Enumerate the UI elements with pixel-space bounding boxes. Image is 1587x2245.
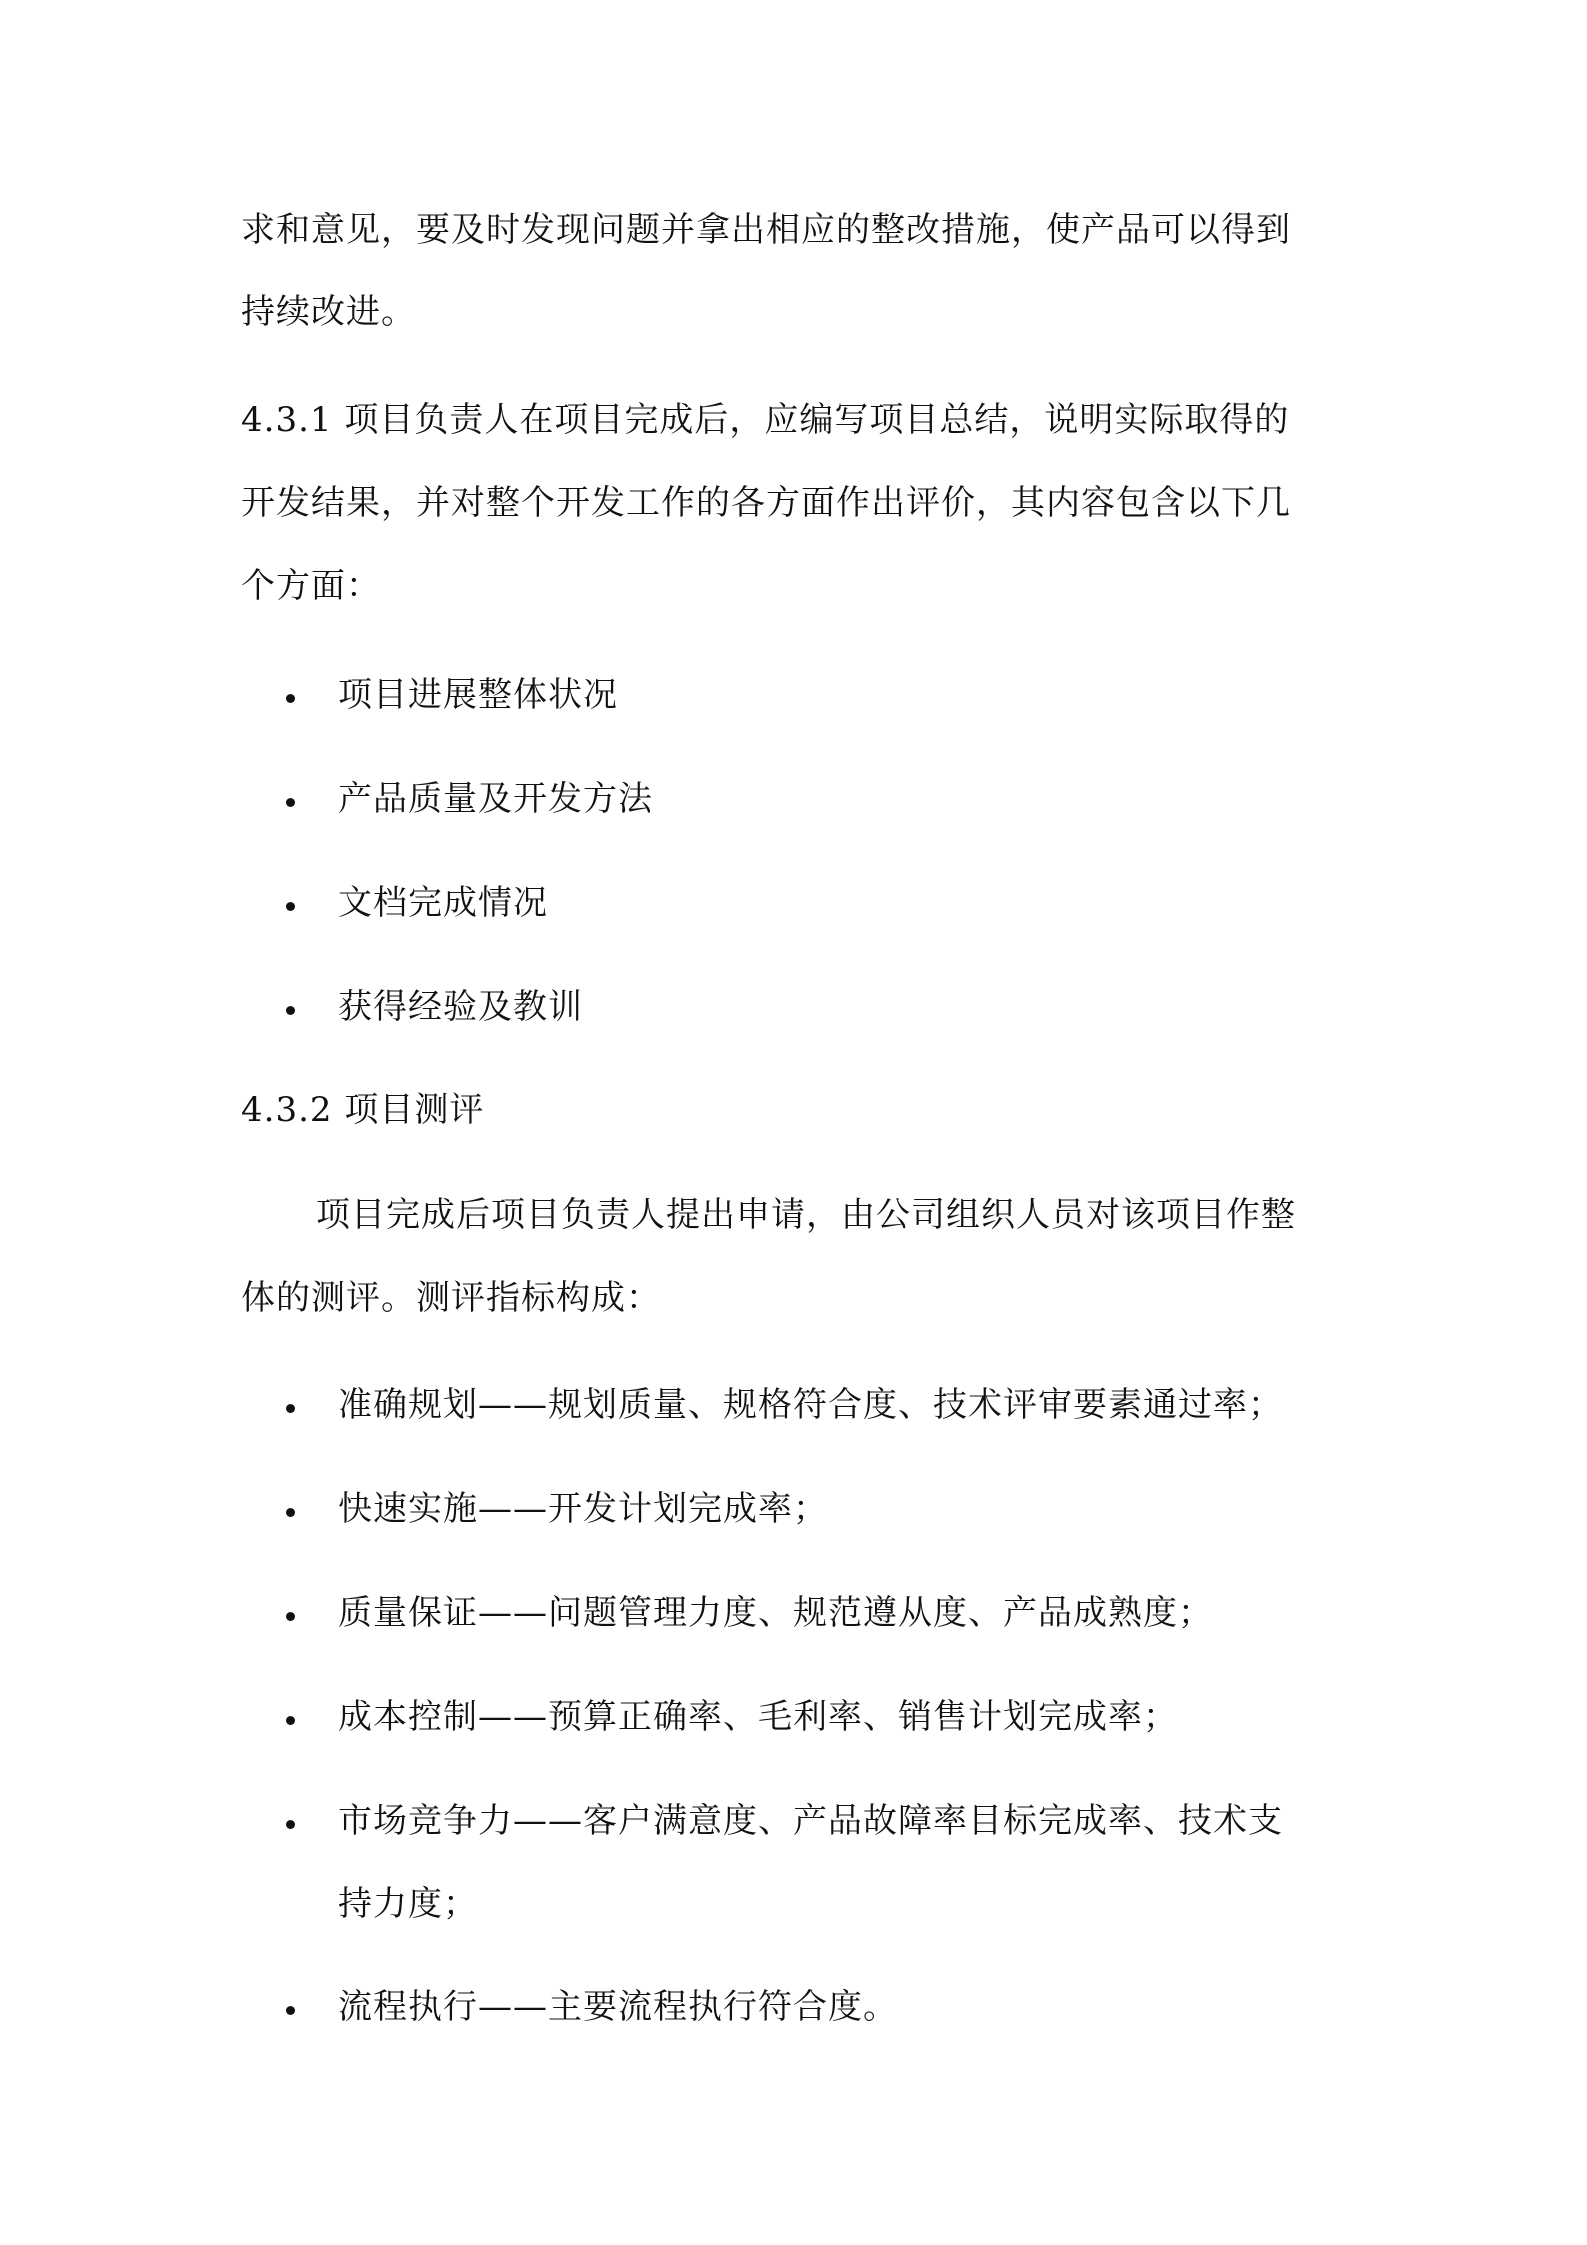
list-item: 快速实施——开发计划完成率；: [338, 1489, 828, 1529]
list-item: 流程执行——主要流程执行符合度。: [338, 1987, 898, 2027]
bullet-icon: [286, 902, 295, 911]
bullet-icon: [286, 694, 295, 703]
paragraph-line: 项目完成后项目负责人提出申请，由公司组织人员对该项目作整: [316, 1195, 1296, 1235]
list-item: 项目进展整体状况: [338, 675, 618, 715]
paragraph-line: 开发结果，并对整个开发工作的各方面作出评价，其内容包含以下几: [241, 483, 1291, 523]
list-item: 成本控制——预算正确率、毛利率、销售计划完成率；: [338, 1697, 1178, 1737]
bullet-icon: [286, 1508, 295, 1517]
paragraph-line: 体的测评。测评指标构成：: [241, 1278, 661, 1318]
paragraph-line: 求和意见，要及时发现问题并拿出相应的整改措施，使产品可以得到: [241, 210, 1291, 250]
list-item: 质量保证——问题管理力度、规范遵从度、产品成熟度；: [338, 1593, 1213, 1633]
paragraph-line: 持续改进。: [241, 292, 416, 332]
list-item: 准确规划——规划质量、规格符合度、技术评审要素通过率；: [338, 1385, 1283, 1425]
paragraph-line: 个方面：: [241, 566, 381, 606]
section-heading-4-3-2: 4.3.2 项目测评: [241, 1090, 485, 1130]
list-item: 获得经验及教训: [338, 987, 583, 1027]
list-item: 市场竞争力——客户满意度、产品故障率目标完成率、技术支: [338, 1801, 1283, 1841]
bullet-icon: [286, 2006, 295, 2015]
bullet-icon: [286, 798, 295, 807]
bullet-icon: [286, 1612, 295, 1621]
list-item: 产品质量及开发方法: [338, 779, 653, 819]
list-item: 文档完成情况: [338, 883, 548, 923]
section-heading-4-3-1: 4.3.1 项目负责人在项目完成后，应编写项目总结，说明实际取得的: [241, 400, 1290, 440]
bullet-icon: [286, 1006, 295, 1015]
bullet-icon: [286, 1716, 295, 1725]
bullet-icon: [286, 1404, 295, 1413]
list-item-continuation: 持力度；: [338, 1884, 478, 1924]
bullet-icon: [286, 1820, 295, 1829]
